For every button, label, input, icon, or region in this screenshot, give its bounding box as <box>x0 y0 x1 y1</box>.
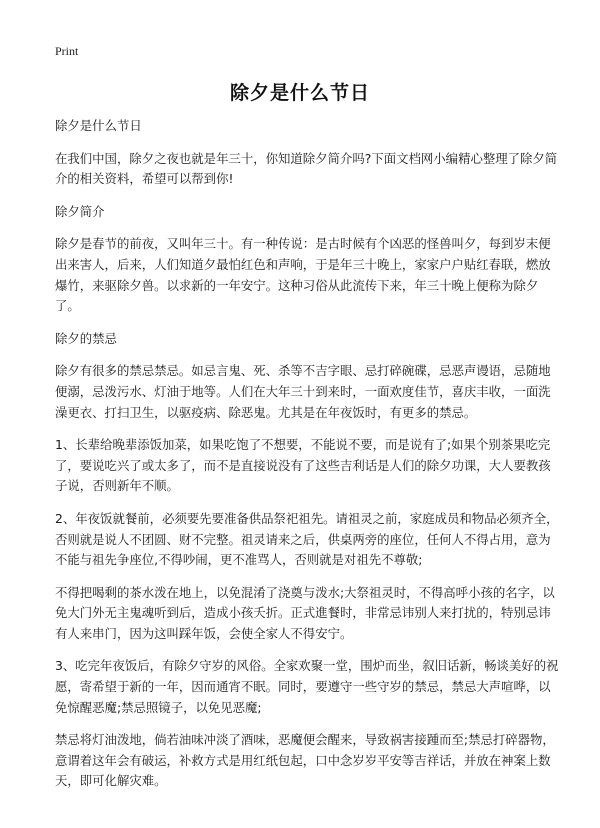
paragraph-taboo-3-cont: 禁忌将灯油泼地，倘若油味冲淡了酒味，恶魔便会醒来，导致祸害接踵而至;禁忌打碎器物，意谓着这年会有破运，补救方式是用红纸包起，口中念岁岁平安等吉祥话，并放在神案上数天，即可化解灾难。 <box>55 732 555 789</box>
section-heading-what-is-chuxi: 除夕是什么节日 <box>55 118 142 133</box>
paragraph-intro: 在我们中国，除夕之夜也就是年三十，你知道除夕简介吗?下面文档网小编精心整理了除夕简介的相关资料，希望可以帮到你! <box>55 150 558 187</box>
document-body <box>55 116 560 804</box>
paragraph-legend: 除夕是春节的前夜，又叫年三十。有一种传说：是古时候有个凶恶的怪兽叫夕，每到岁末便出来害人，后来，人们知道夕最怕红色和声响，于是年三十晚上，家家户户贴红春联，燃放爆竹，来驱除夕兽。以求新的一年安宁。这种习俗从此流传下来，年三十晚上便称为除夕了。 <box>55 236 551 314</box>
print-label[interactable]: Print <box>55 44 79 58</box>
section-heading-taboos: 除夕的禁忌 <box>55 330 117 346</box>
paragraph-taboo-3: 3、吃完年夜饭后，有除夕守岁的风俗。全家欢聚一堂，围炉而坐，叙旧话新，畅谈美好的祝愿，寄希望于新的一年，因而通宵不眠。同时，要遵守一些守岁的禁忌，禁忌大声喧哗，以免惊醒恶魔;禁忌照镜子，以免见恶魔; <box>55 658 559 715</box>
section-heading-intro: 除夕简介 <box>55 203 105 219</box>
paragraph-taboo-2-cont: 不得把喝剩的茶水泼在地上，以免混淆了浇奠与泼水;大祭祖灵时，不得高呼小孩的名字，以免大门外无主鬼魂听到后，造成小孩夭折。正式進餐时，非常忌讳别人来打扰的，特别忌讳有人来串门，因为这叫踩年饭，会使全家人不得安宁。 <box>55 584 555 641</box>
paragraph-taboo-2: 2、年夜饭就餐前，必须要先要准备供品祭祀祖先。请祖灵之前，家庭成员和物品必须齐全，否则就是说人不团圆、财不完整。祖灵请来之后，供桌两旁的座位，任何人不得占用，意为不能与祖先争座位,不得吵闹，更不准骂人，否则就是对祖先不尊敬; <box>55 510 559 568</box>
paragraph-taboos-overview: 除夕有很多的禁忌禁忌。如忌言鬼、死、杀等不吉字眼、忌打碎碗碟，忌恶声谩语，忌随地便溺，忌泼污水、灯油于地等。人们在大年三十到来时，一面欢度佳节，喜庆丰收，一面洗澡更衣、打扫卫生，以驱疫病、除恶鬼。尤其是在年夜饭时，有更多的禁忌。 <box>55 363 551 420</box>
page-title: 除夕是什么节日 <box>229 82 370 104</box>
paragraph-taboo-1: 1、长辈给晚辈添饭加菜，如果吃饱了不想要，不能说不要，而是说有了;如果个别茶果吃完了，要说吃兴了或太多了，而不是直接说没有了这些吉利话是人们的除夕功课，大人要教孩子说，否则新年不顺。 <box>55 437 551 494</box>
